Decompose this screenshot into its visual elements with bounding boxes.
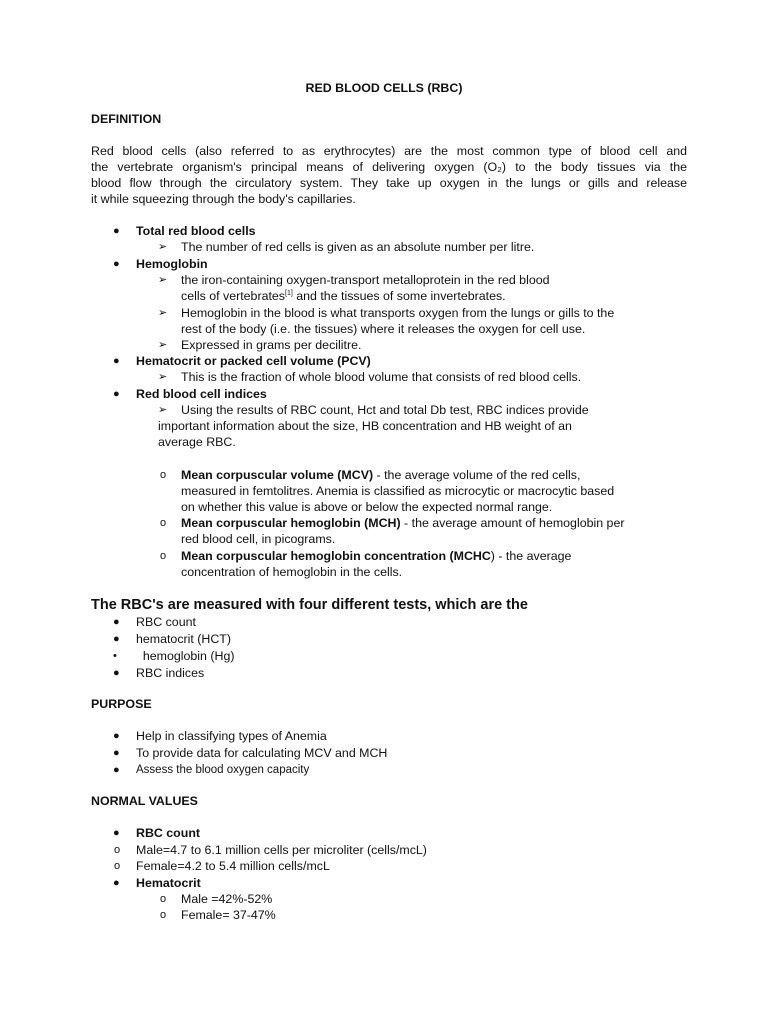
hct-female-value: Female= 37-47% bbox=[181, 908, 276, 922]
bullet-icon: ● bbox=[113, 258, 120, 270]
mcv-line-2: measured in femtolitres. Anemia is classified as microcytic or macrocytic based bbox=[181, 484, 615, 498]
bullet-icon: • bbox=[113, 650, 117, 662]
circle-bullet-icon: o bbox=[160, 893, 167, 905]
mch-line-1: Mean corpuscular hemoglobin (MCH) - the average amount of hemoglobin per bbox=[181, 516, 625, 530]
definition-heading: DEFINITION bbox=[91, 112, 162, 126]
circle-bullet-icon: o bbox=[160, 909, 167, 921]
bullet-icon: ● bbox=[113, 877, 120, 889]
hemoglobin-desc-1: the iron-containing oxygen-transport metalloprotein in the red blood bbox=[181, 273, 550, 287]
definition-line: the vertebrate organism's principal means of delivering oxygen (O₂) to the body tissues via the bbox=[91, 160, 687, 174]
purpose-item: Help in classifying types of Anemia bbox=[136, 729, 327, 743]
normal-values-heading: NORMAL VALUES bbox=[91, 794, 198, 808]
mcv-line-1: Mean corpuscular volume (MCV) - the average volume of the red cells, bbox=[181, 468, 581, 482]
arrow-bullet-icon: ➢ bbox=[158, 371, 168, 383]
bullet-icon: ● bbox=[113, 616, 120, 628]
bullet-icon: ● bbox=[113, 667, 120, 679]
rbc-female-value: Female=4.2 to 5.4 million cells/mcL bbox=[136, 859, 330, 873]
citation-ref: [1] bbox=[285, 290, 293, 297]
purpose-heading: PURPOSE bbox=[91, 697, 152, 711]
bullet-icon: ● bbox=[113, 388, 120, 400]
total-rbc-label: Total red blood cells bbox=[136, 224, 256, 238]
hct-male-value: Male =42%-52% bbox=[181, 892, 273, 906]
rbc-count-label: RBC count bbox=[136, 826, 201, 840]
arrow-bullet-icon: ➢ bbox=[158, 339, 168, 351]
definition-line: blood flow through the circulatory system. They take up oxygen in the lungs or gills and release bbox=[91, 176, 687, 190]
definition-line: Red blood cells (also referred to as erythrocytes) are the most common type of blood cell and bbox=[91, 144, 687, 158]
hemoglobin-desc-2-cont: rest of the body (i.e. the tissues) where it releases the oxygen for cell use. bbox=[181, 322, 586, 336]
bullet-icon: ● bbox=[113, 730, 120, 742]
test-item: hematocrit (HCT) bbox=[136, 632, 232, 646]
mcv-line-3: on whether this value is above or below the expected normal range. bbox=[181, 500, 553, 514]
bullet-icon: ● bbox=[113, 633, 120, 645]
mchc-line-2: concentration of hemoglobin in the cells. bbox=[181, 565, 403, 579]
bullet-icon: ● bbox=[113, 747, 120, 759]
circle-bullet-icon: o bbox=[160, 550, 167, 562]
hematocrit-label: Hematocrit or packed cell volume (PCV) bbox=[136, 354, 371, 368]
bullet-icon: ● bbox=[113, 225, 120, 237]
page-title: RED BLOOD CELLS (RBC) bbox=[305, 81, 463, 95]
definition-line: it while squeezing through the body's capillaries. bbox=[91, 192, 356, 206]
purpose-item: To provide data for calculating MCV and MCH bbox=[136, 746, 388, 760]
tests-heading: The RBC's are measured with four different tests, which are the bbox=[91, 597, 528, 613]
arrow-bullet-icon: ➢ bbox=[158, 404, 168, 416]
test-item: hemoglobin (Hg) bbox=[136, 649, 235, 663]
circle-bullet-icon: o bbox=[114, 860, 121, 872]
test-item: RBC count bbox=[136, 615, 196, 629]
test-item: RBC indices bbox=[136, 666, 205, 680]
hemoglobin-desc-2: Hemoglobin in the blood is what transports oxygen from the lungs or gills to the bbox=[181, 306, 615, 320]
circle-bullet-icon: o bbox=[160, 517, 167, 529]
total-rbc-desc: The number of red cells is given as an absolute number per litre. bbox=[181, 240, 535, 254]
bullet-icon: ● bbox=[113, 355, 120, 367]
mch-line-2: red blood cell, in picograms. bbox=[181, 532, 336, 546]
arrow-bullet-icon: ➢ bbox=[158, 274, 168, 286]
circle-bullet-icon: o bbox=[160, 469, 167, 481]
definition-paragraph bbox=[91, 143, 687, 207]
hemoglobin-label: Hemoglobin bbox=[136, 257, 208, 271]
rbc-male-value: Male=4.7 to 6.1 million cells per microliter (cells/mcL) bbox=[136, 843, 427, 857]
hemoglobin-desc-3: Expressed in grams per decilitre. bbox=[181, 338, 362, 352]
mchc-line-1: Mean corpuscular hemoglobin concentration (MCHC) - the average bbox=[181, 549, 572, 563]
bullet-icon: ● bbox=[113, 764, 120, 776]
indices-intro-2: important information about the size, HB concentration and HB weight of an bbox=[158, 419, 572, 433]
arrow-bullet-icon: ➢ bbox=[158, 241, 168, 253]
indices-intro-1: Using the results of RBC count, Hct and total Db test, RBC indices provide bbox=[181, 403, 589, 417]
hemoglobin-desc-1-cont: cells of vertebrates[1] and the tissues of some invertebrates. bbox=[181, 289, 506, 303]
circle-bullet-icon: o bbox=[114, 844, 121, 856]
purpose-item: Assess the blood oxygen capacity bbox=[136, 764, 310, 776]
hematocrit-desc: This is the fraction of whole blood volume that consists of red blood cells. bbox=[181, 370, 582, 384]
bullet-icon: ● bbox=[113, 827, 120, 839]
indices-intro-3: average RBC. bbox=[158, 435, 236, 449]
indices-label: Red blood cell indices bbox=[136, 387, 267, 401]
arrow-bullet-icon: ➢ bbox=[158, 307, 168, 319]
hematocrit-values-label: Hematocrit bbox=[136, 876, 201, 890]
